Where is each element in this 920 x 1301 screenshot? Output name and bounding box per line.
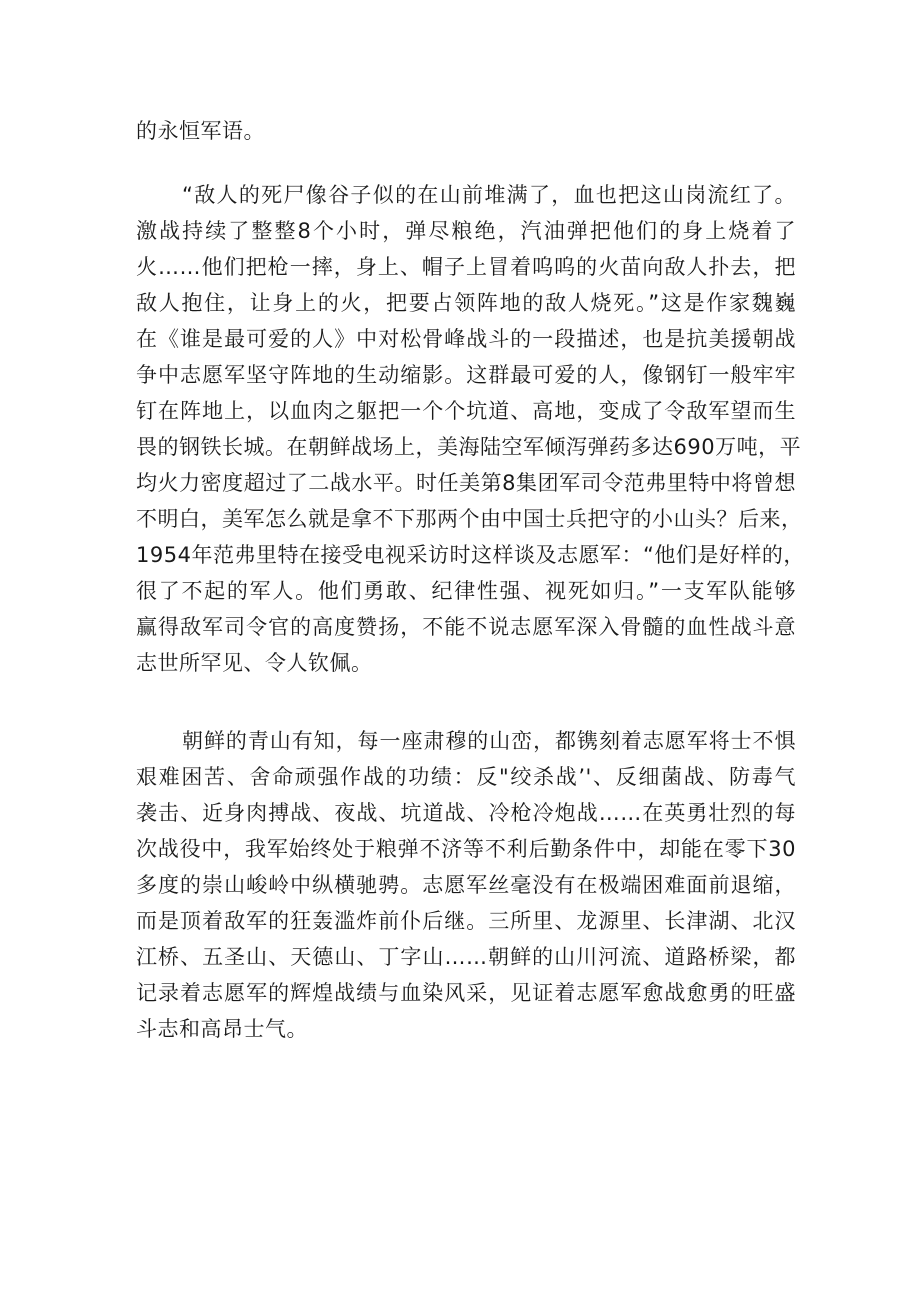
text-line: 畏的钢铁长城。在朝鲜战场上，美海陆空军倾泻弹药多达690万吨，平 bbox=[136, 435, 802, 459]
text-line: 多度的崇山峻岭中纵横驰骋。志愿军丝毫没有在极端困难面前退缩， bbox=[136, 873, 796, 897]
text-line: 1954年范弗里特在接受电视采访时这样谈及志愿军：“他们是好样的， bbox=[136, 543, 805, 567]
text-line: 争中志愿军坚守阵地的生动缩影。这群最可爱的人，像钢钉一般牢牢 bbox=[136, 363, 796, 387]
text-line: 火……他们把枪一摔，身上、帽子上冒着呜呜的火苗向敌人扑去，把 bbox=[136, 255, 796, 279]
paragraph-1 bbox=[136, 113, 796, 149]
text-line: “敌人的死尸像谷子似的在山前堆满了，血也把这山岗流红了。 bbox=[182, 183, 796, 207]
text-line: 钉在阵地上，以血肉之躯把一个个坑道、高地，变成了令敌军望而生 bbox=[136, 399, 796, 423]
text-line: 而是顶着敌军的狂轰滥炸前仆后继。三所里、龙源里、长津湖、北汉 bbox=[136, 909, 796, 933]
text-line: 赢得敌军司令官的高度赞扬，不能不说志愿军深入骨髓的血性战斗意 bbox=[136, 615, 796, 639]
document-body bbox=[136, 113, 805, 1047]
text-line: 在《谁是最可爱的人》中对松骨峰战斗的一段描述，也是抗美援朝战 bbox=[136, 327, 796, 351]
text-line: 的永恒军语。 bbox=[136, 119, 265, 143]
text-line: 朝鲜的青山有知，每一座肃穆的山峦，都镌刻着志愿军将士不惧 bbox=[182, 729, 796, 753]
text-line: 艰难困苦、舍命顽强作战的功绩：反"绞杀战’'、反细菌战、防毒气 bbox=[136, 765, 796, 789]
text-line: 记录着志愿军的辉煌战绩与血染风采，见证着志愿军愈战愈勇的旺盛 bbox=[136, 981, 796, 1005]
paragraph-2 bbox=[136, 177, 805, 681]
text-line: 斗志和高昂士气。 bbox=[136, 1017, 308, 1041]
text-line: 次战役中，我军始终处于粮弹不济等不利后勤条件中，却能在零下30 bbox=[136, 837, 796, 861]
text-line: 敌人抱住，让身上的火，把要占领阵地的敌人烧死。”这是作家魏巍 bbox=[136, 291, 796, 315]
text-line: 袭击、近身肉搏战、夜战、坑道战、冷枪冷炮战……在英勇壮烈的每 bbox=[136, 801, 796, 825]
paragraph-3 bbox=[136, 723, 796, 1047]
text-line: 不明白，美军怎么就是拿不下那两个由中国士兵把守的小山头？后来， bbox=[136, 507, 803, 531]
text-line: 激战持续了整整8个小时，弹尽粮绝，汽油弹把他们的身上烧着了 bbox=[136, 219, 796, 243]
text-line: 很了不起的军人。他们勇敢、纪律性强、视死如归。”一支军队能够 bbox=[136, 579, 796, 603]
text-line: 江桥、五圣山、天德山、丁字山……朝鲜的山川河流、道路桥梁，都 bbox=[136, 945, 796, 969]
text-line: 志世所罕见、令人钦佩。 bbox=[136, 651, 373, 675]
text-line: 均火力密度超过了二战水平。时任美第8集团军司令范弗里特中将曾想 bbox=[136, 471, 796, 495]
